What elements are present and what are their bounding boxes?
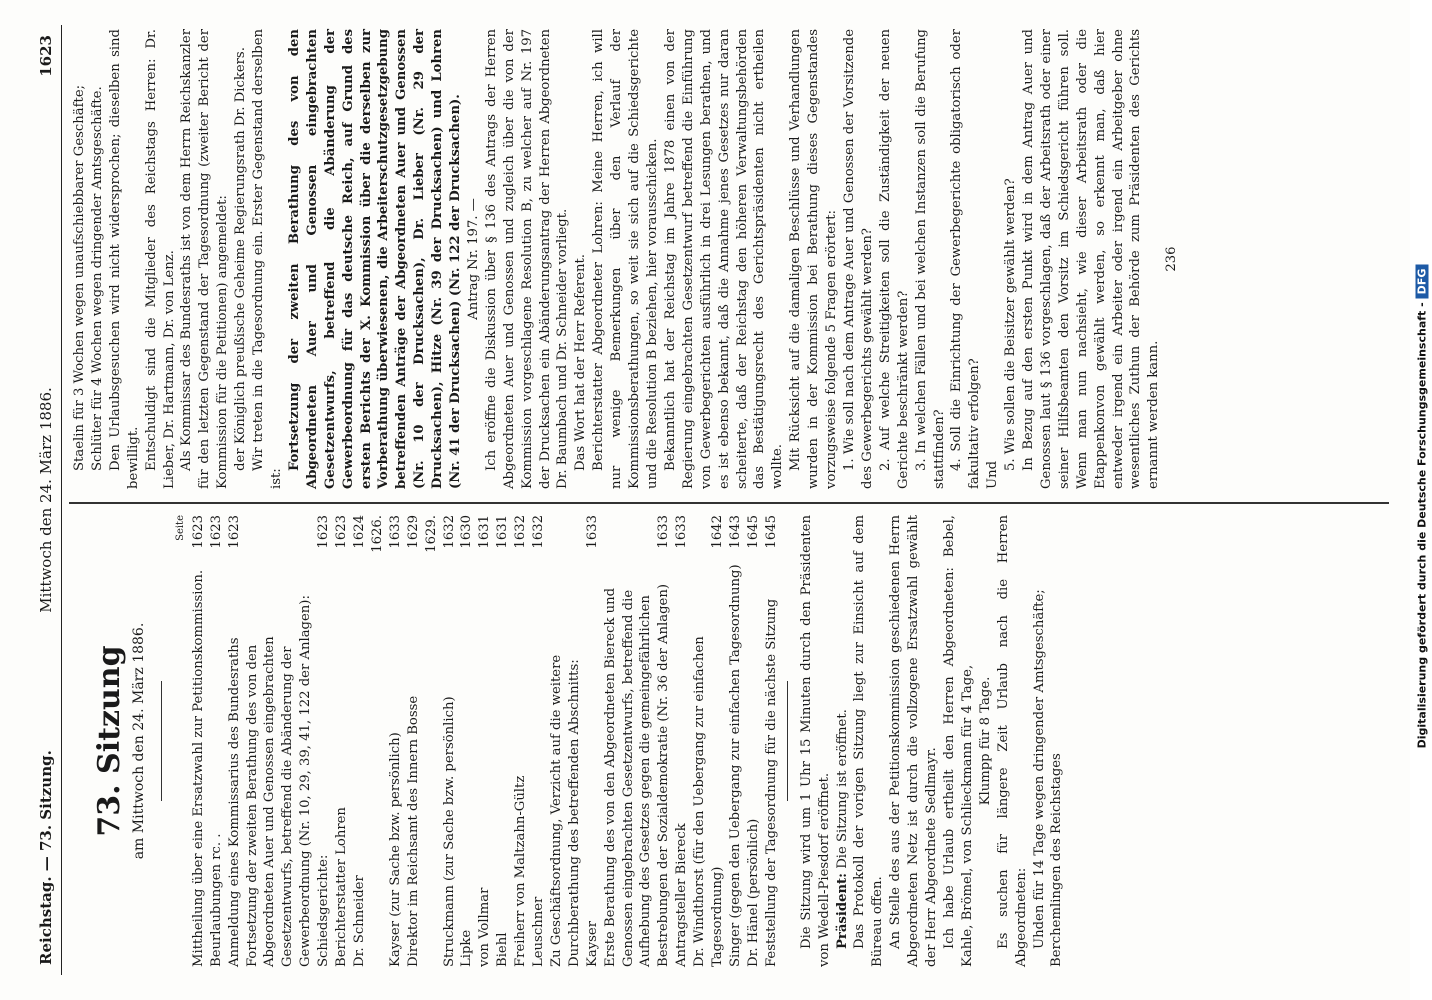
toc-entry-text: Struckmann (zur Sache bzw. persönlich) <box>441 696 457 967</box>
toc-entry-text: Feststellung der Tagesordnung für die nächste Sitzung <box>763 598 779 967</box>
toc-entry-text: Lipke <box>459 929 475 967</box>
toc-page-label: Seite <box>174 515 186 541</box>
toc-entry <box>584 515 602 967</box>
right-p1: Staelin für 3 Wochen wegen unaufschiebbarer Geschäfte; <box>72 84 87 471</box>
right-p4: Entschuldigt sind die Mitglieder des Reichstags Herren: Dr. Lieber, Dr. Hartmann, Dr. von Lenz. <box>143 29 177 489</box>
leave-longer: Es suchen für längere Zeit Urlaub nach die Herren Abgeordneten: <box>995 515 1029 967</box>
right-p3: Den Urlaubsgesuchen wird nicht widersprochen; dieselben sind bewilligt. <box>107 29 141 489</box>
toc-entry-text: Singer (gegen den Uebergang zur einfachen Tagesordnung) <box>728 564 743 967</box>
toc-entry-text: Kayser (zur Sache bzw. persönlich) <box>387 732 403 967</box>
president-line: Die Sitzung ist eröffnet. <box>834 709 850 869</box>
toc-entry-page: 1632 <box>513 515 529 549</box>
toc-entry <box>351 515 369 967</box>
toc-entry-text: Zu Geschäftsordnung, Verzicht auf die weitere Durchberathung des betreffenden Abschnitts: <box>548 654 582 967</box>
divider-rule <box>787 681 788 801</box>
right-column <box>71 29 1181 489</box>
right-p7: Wir treten in die Tagesordnung ein. Erster Gegenstand derselben ist: <box>251 29 284 489</box>
toc-entry <box>208 515 226 967</box>
toc-entry <box>190 515 208 967</box>
right-p11: Das Wort hat der Herr Referent. <box>573 254 589 471</box>
replacement-paragraph: An Stelle des aus der Petitionskommission geschiedenen Herrn Abgeordneten Netz ist durch die vollzogene Ersatzwahl gewählt der Herr Abgeordnete Sedlmayr. <box>888 515 940 967</box>
toc-entry-page: 1623 <box>316 515 332 549</box>
right-p6: der Königlich preußische Geheime Regierungsrath Dr. Dickers. <box>233 47 249 471</box>
page-number: 1623 <box>37 35 55 77</box>
column-divider <box>69 503 1389 505</box>
right-p13: Bekanntlich hat der Reichstag im Jahre 1878 einen von der Regierung eingebrachten Gesetzentwurf betreffend die Einführung von Gewerbegerichten ausführlich in drei Lesungen berathen, und es ist ebenso bekannt, daß die Annahme jenes Gesetzes nur daran scheiterte, daß der Reichstag den höheren Verwaltungsbehörden das Bestätigungsrecht des Gerichtspräsidenten nicht ertheilen wollte. <box>662 29 786 489</box>
toc-entry-page: 1632 <box>531 515 547 549</box>
question-2: 2. Auf welche Streitigkeiten soll die Zuständigkeit der neuen Gerichte beschränkt werden? <box>877 29 911 489</box>
toc-entry-text: Freiherr von Maltzahn-Gültz <box>513 775 529 967</box>
toc-entry <box>530 515 548 967</box>
right-p2: Schlüter für 4 Wochen wegen dringender Amtsgeschäfte. <box>89 86 105 471</box>
footnote-number: 236 <box>1164 246 1180 272</box>
toc-entry <box>458 515 476 967</box>
toc-entry <box>226 515 244 967</box>
rotated-newspaper-page <box>31 25 1401 975</box>
toc-entry-page: 1623 <box>226 515 242 549</box>
page-header <box>31 25 62 975</box>
toc-entry <box>673 515 691 967</box>
toc-entry <box>512 515 530 967</box>
toc-entry <box>548 515 584 967</box>
toc-entry <box>602 515 674 967</box>
toc-entry-text: Schiedsgerichte: <box>316 854 332 967</box>
divider-rule <box>161 681 162 801</box>
toc-entry-text: Mittheilung über eine Ersatzwahl zur Petitionskommission. <box>190 569 206 967</box>
toc-entry-page: 1633 <box>674 515 690 549</box>
right-p12: Berichterstatter Abgeordneter Lohren: Meine Herren, ich will nur wenige Bemerkungen über den Verlauf der Kommissionsberathungen, so weit sie sich auf die Schiedsgerichte und die Resolution B beziehen, hier vorausschicken. <box>591 29 660 489</box>
toc-entry-text: Dr. Windthorst (für den Uebergang zur einfachen Tagesordnung) <box>692 636 726 967</box>
toc-entry-page: 1643 <box>728 515 743 549</box>
opening-paragraph: Die Sitzung wird um 1 Uhr 15 Minuten durch den Präsidenten von Wedell-Piesdorf eröffnet. <box>798 515 832 967</box>
leave-uhden: Uhden für 14 Tage wegen dringender Amtsgeschäfte; <box>1031 589 1047 949</box>
toc-entry-page: 1633 <box>584 515 600 549</box>
toc-entry <box>405 515 423 967</box>
toc-entry-text: Kayser <box>584 920 600 967</box>
leave-last: Berchemlingen des Reichstages <box>1049 753 1065 967</box>
table-of-contents <box>190 515 781 967</box>
toc-entry-text: Direktor im Reichsamt des Innern Bosse <box>405 695 421 967</box>
session-title: 73. Sitzung <box>92 645 127 837</box>
toc-entry <box>423 515 459 967</box>
leave-klumpp: Klumpp für 8 Tage. <box>977 676 993 806</box>
toc-entry-page: 1623 <box>190 515 206 549</box>
right-p5: Als Kommissar des Bundesraths ist von dem Herrn Reichskanzler für den letzten Gegenstand der Tagesordnung (zweiter Bericht der Kommission für die Petitionen) angemeldet: <box>179 29 231 489</box>
toc-entry <box>476 515 494 967</box>
toc-entry-page: 1645 <box>745 515 761 549</box>
toc-entry-text: Anmeldung eines Kommissarius des Bundesraths <box>226 637 242 967</box>
toc-entry-page: 1623 <box>208 515 224 549</box>
right-p15: In Bezug auf den ersten Punkt wird in dem Antrag Auer und Genossen laut § 136 vorgeschlagen, daß der Arbeitsrath oder einer seiner Hilfsbeamten den Vorsitz im Schiedsgericht führen soll. Wenn man nun nachsieht, wie dieser Arbeitsrath oder die Etappenkonvon gewählt werden, so erkennt man, daß hier entweder irgend ein Arbeiter oder irgend ein Arbeitgeber ohne wesentliches Zuthun der Behörde zum Präsidenten des Gerichts ernannt werden kann. <box>1021 29 1162 489</box>
toc-entry-text: Dr. Schneider <box>351 875 367 967</box>
toc-entry <box>691 515 727 967</box>
question-3: 3. In welchen Fällen und bei welchen Instanzen soll die Berufung stattfinden? <box>913 29 947 489</box>
toc-entry <box>244 515 316 967</box>
protocol-paragraph: Das Protokoll der vorigen Sitzung liegt zur Einsicht auf dem Büreau offen. <box>852 515 886 967</box>
toc-entry-text: Antragsteller Biereck <box>674 823 690 967</box>
toc-entry <box>763 515 781 967</box>
toc-entry <box>727 515 745 967</box>
question-1: 1. Wie soll nach dem Antrage Auer und Genossen der Vorsitzende des Gewerbegerichts gewählt werden? <box>841 29 875 489</box>
toc-entry-text: Dr. Hänel (persönlich) <box>745 818 761 967</box>
toc-entry-page: 1645 <box>763 515 779 549</box>
toc-entry-text: Biehl <box>495 932 511 967</box>
toc-entry-page: 1631 <box>477 515 493 549</box>
toc-entry <box>333 515 351 967</box>
leave-intro: Ich habe Urlaub ertheilt den Herren Abgeordneten: Bebel, Kahle, Brömel, von Schlieckmann für 4 Tage, <box>941 515 975 967</box>
toc-entry-text: Fortsetzung der zweiten Berathung des von den Abgeordneten Auer und Genossen eingebrachten Gesetzentwurfs, betreffend die Abänderung der Gewerbeordnung (Nr. 10, 29, 39, 41, 122 der Anlagen): <box>244 595 314 967</box>
question-und: Und <box>985 460 1001 489</box>
toc-entry <box>315 515 333 967</box>
right-p10: Ich eröffne die Diskussion über § 136 des Antrags der Herren Abgeordneten Auer und Genossen und zugleich über die von der Kommission vorgeschlagene Resolution B, zu welcher auf Nr. 197 der Drucksachen ein Abänderungsantrag der Herren Abgeordneten Dr. Baumbach und Dr. Schneider vorliegt. <box>483 29 571 489</box>
digitization-text: Digitalisierung gefördert durch die Deutsche Forschungsgemeinschaft - <box>1415 302 1429 749</box>
toc-entry <box>369 515 405 967</box>
right-p8-agenda-item: Fortsetzung der zweiten Berathung des von den Abgeordneten Auer und Genossen eingebrachten Gesetzentwurfs, betreffend die Abänderung der Gewerbeordnung für das deutsche Reich, auf Grund des ersten Berichts der X. Kommission über die derselben zur Vorberathung überwiesenen, die Arbeiterschutzgesetzgebung betreffenden Anträge der Abgeordneten Auer und Genossen (Nr. 10 der Drucksachen), Dr. Lieber (Nr. 29 der Drucksachen), Hitze (Nr. 39 der Drucksachen) und Lohren (Nr. 41 der Drucksachen) (Nr. 122 der Drucksachen). <box>286 29 464 489</box>
right-p9: Antrag Nr. 197. — <box>465 198 481 320</box>
toc-entry <box>745 515 763 967</box>
session-date: am Mittwoch den 24. März 1886. <box>131 622 147 860</box>
toc-entry <box>494 515 512 967</box>
header-left: Reichstag. — 73. Sitzung. <box>37 750 55 965</box>
president-paragraph <box>834 515 852 967</box>
toc-entry-text: Beurlaubungen rc. . <box>208 833 224 967</box>
toc-entry-page: 1629 <box>405 515 421 549</box>
toc-entry-page: 1629. 1632 <box>423 515 457 553</box>
toc-entry-text: von Vollmar <box>477 887 493 967</box>
toc-entry-page: 1633 <box>656 515 672 549</box>
toc-entry-text: Berichterstatter Lohren <box>334 807 350 967</box>
toc-entry-page: 1642 <box>710 515 726 549</box>
left-column <box>71 515 1066 967</box>
digitization-notice <box>1416 147 1429 867</box>
question-4: 4. Soll die Einrichtung der Gewerbegerichte obligatorisch oder fakultativ erfolgen? <box>949 29 983 489</box>
toc-entry-page: 1630 <box>459 515 475 549</box>
toc-entry-text: Leuschner <box>531 896 547 967</box>
toc-entry-page: 1631 <box>495 515 511 549</box>
toc-entry-text: Erste Berathung des von den Abgeordneten Biereck und Genossen eingebrachten Gesetzentwurfs, betreffend die Aufhebung des Gesetzes gegen die gemeingefährlichen Bestrebungen der Sozialdemokratie (Nr. 36 der Anlagen) <box>602 584 672 967</box>
question-5: 5. Wie sollen die Beisitzer gewählt werden? <box>1003 178 1019 471</box>
toc-entry-page: 1623 <box>334 515 350 549</box>
toc-entry-page: 1624 <box>351 515 367 549</box>
toc-entry-page: 1626. 1633 <box>369 515 403 553</box>
dfg-logo: DFG <box>1416 265 1429 299</box>
header-center: Mittwoch den 24. März 1886. <box>37 387 55 613</box>
president-label: Präsident: <box>834 872 850 949</box>
right-p14: Mit Rücksicht auf die damaligen Beschlüsse und Verhandlungen wurden in der Kommission bei Berathung dieses Gegenstandes vorzugsweise folgende 5 Fragen erörtert: <box>788 29 840 489</box>
